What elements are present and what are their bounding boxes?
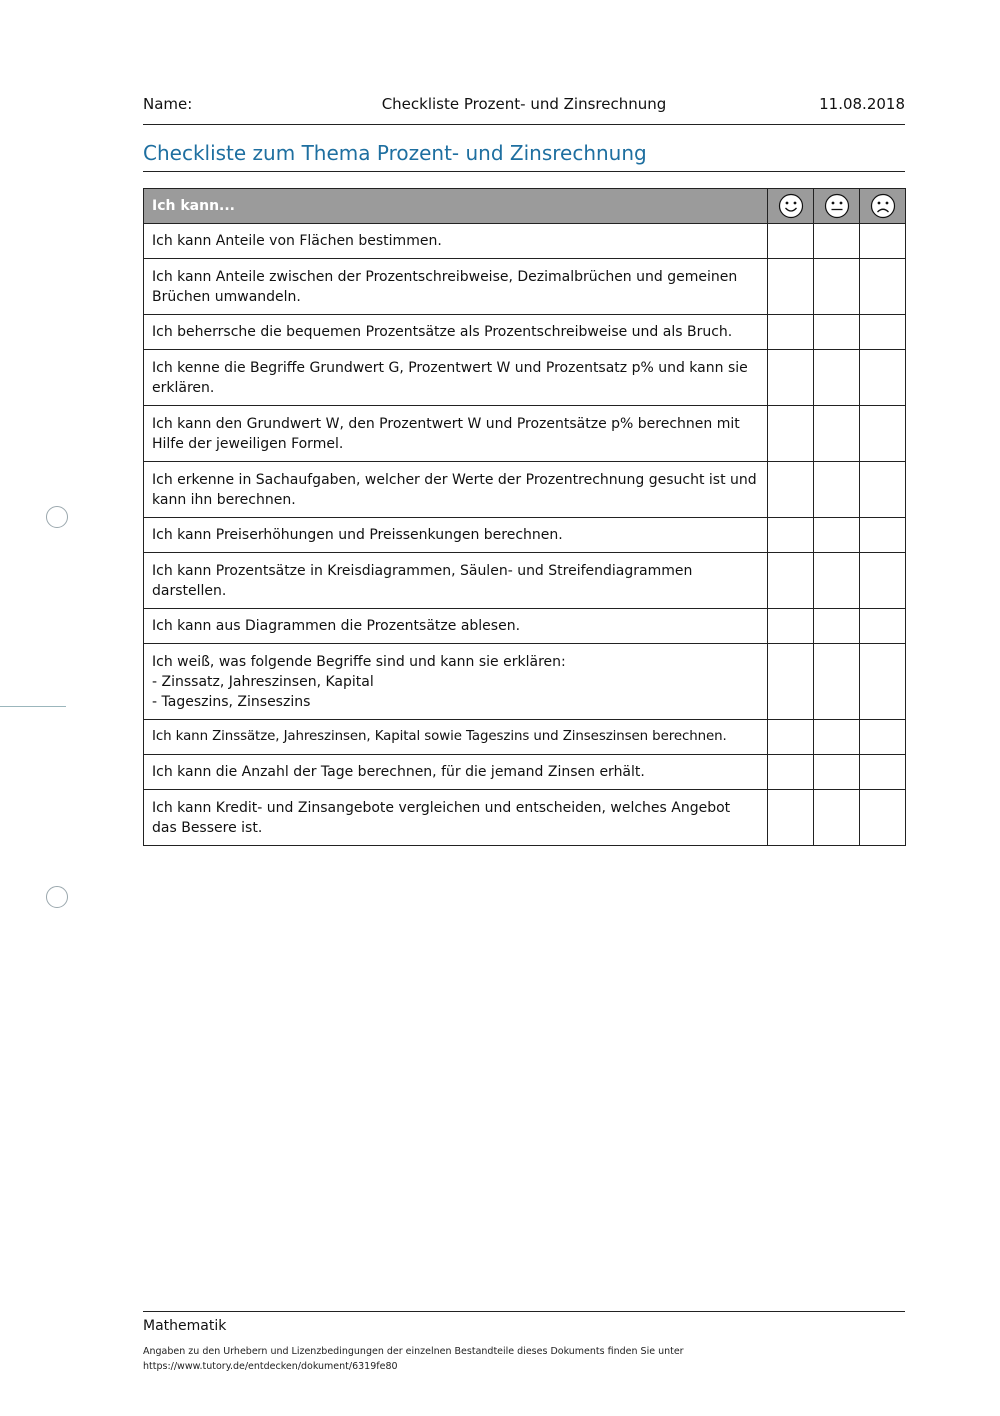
rating-cell-sad[interactable] [860, 553, 906, 609]
neutral-face-icon [814, 189, 860, 224]
punch-hole-top [46, 506, 68, 528]
header-doc-title: Checkliste Prozent- und Zinsrechnung [381, 95, 667, 113]
rating-cell-neutral[interactable] [814, 518, 860, 553]
checklist-statement: Ich kann Kredit- und Zinsangebote vergleichen und entscheiden, welches Angebot das Bessere ist. [144, 790, 768, 846]
rating-cell-neutral[interactable] [814, 350, 860, 406]
rating-cell-neutral[interactable] [814, 462, 860, 518]
title-rule [143, 171, 905, 172]
rating-cell-happy[interactable] [768, 609, 814, 644]
footer-rule [143, 1311, 905, 1312]
checklist-statement: Ich kann Preiserhöhungen und Preissenkungen berechnen. [144, 518, 768, 553]
rating-cell-sad[interactable] [860, 259, 906, 315]
rating-cell-sad[interactable] [860, 720, 906, 755]
rating-cell-sad[interactable] [860, 350, 906, 406]
rating-cell-neutral[interactable] [814, 406, 860, 462]
rating-cell-neutral[interactable] [814, 553, 860, 609]
checklist-row [144, 755, 906, 790]
checklist-row [144, 462, 906, 518]
checklist-statement: Ich kann die Anzahl der Tage berechnen, für die jemand Zinsen erhält. [144, 755, 768, 790]
fold-mark [0, 706, 66, 707]
checklist-statement: Ich kann Prozentsätze in Kreisdiagrammen, Säulen- und Streifendiagrammen darstellen. [144, 553, 768, 609]
rating-cell-happy[interactable] [768, 224, 814, 259]
checklist-row [144, 259, 906, 315]
rating-cell-happy[interactable] [768, 790, 814, 846]
header-date: 11.08.2018 [819, 95, 905, 113]
happy-face-icon [768, 189, 814, 224]
checklist-statement: Ich weiß, was folgende Begriffe sind und kann sie erklären: - Zinssatz, Jahreszinsen, Kapital - Tageszins, Zinseszins [144, 644, 768, 720]
rating-cell-sad[interactable] [860, 462, 906, 518]
rating-cell-neutral[interactable] [814, 259, 860, 315]
license-link[interactable]: https://www.tutory.de/entdecken/dokument/6319fe80 [143, 1361, 398, 1372]
rating-cell-happy[interactable] [768, 644, 814, 720]
checklist-statement: Ich kenne die Begriffe Grundwert G, Prozentwert W und Prozentsatz p% und kann sie erklären. [144, 350, 768, 406]
rating-cell-happy[interactable] [768, 755, 814, 790]
rating-cell-happy[interactable] [768, 259, 814, 315]
checklist-table [143, 188, 906, 846]
checklist-statement: Ich kann Anteile zwischen der Prozentschreibweise, Dezimalbrüchen und gemeinen Brüchen umwandeln. [144, 259, 768, 315]
checklist-row [144, 609, 906, 644]
rating-cell-happy[interactable] [768, 462, 814, 518]
checklist-row [144, 518, 906, 553]
checklist-row [144, 315, 906, 350]
page-header [143, 95, 905, 117]
rating-cell-happy[interactable] [768, 315, 814, 350]
header-rule [143, 124, 905, 125]
checklist-row [144, 350, 906, 406]
license-note [143, 1344, 843, 1374]
rating-cell-happy[interactable] [768, 518, 814, 553]
checklist-row [144, 553, 906, 609]
rating-cell-sad[interactable] [860, 790, 906, 846]
rating-cell-sad[interactable] [860, 609, 906, 644]
checklist-row [144, 644, 906, 720]
rating-cell-neutral[interactable] [814, 790, 860, 846]
license-text: Angaben zu den Urhebern und Lizenzbedingungen der einzelnen Bestandteile dieses Dokuments finden Sie unter [143, 1346, 684, 1357]
checklist-header-row [144, 189, 906, 224]
rating-cell-neutral[interactable] [814, 720, 860, 755]
rating-cell-neutral[interactable] [814, 644, 860, 720]
rating-cell-sad[interactable] [860, 644, 906, 720]
rating-cell-neutral[interactable] [814, 755, 860, 790]
rating-cell-sad[interactable] [860, 315, 906, 350]
rating-cell-neutral[interactable] [814, 315, 860, 350]
rating-cell-neutral[interactable] [814, 609, 860, 644]
checklist-statement: Ich kann Zinssätze, Jahreszinsen, Kapital sowie Tageszins und Zinseszinsen berechnen. [144, 720, 768, 755]
checklist-row [144, 224, 906, 259]
punch-hole-bottom [46, 886, 68, 908]
checklist-row [144, 720, 906, 755]
checklist-row [144, 406, 906, 462]
checklist-statement: Ich erkenne in Sachaufgaben, welcher der Werte der Prozentrechnung gesucht ist und kann ihn berechnen. [144, 462, 768, 518]
page-title: Checkliste zum Thema Prozent- und Zinsrechnung [143, 141, 647, 165]
rating-cell-neutral[interactable] [814, 224, 860, 259]
checklist-statement: Ich kann den Grundwert W, den Prozentwert W und Prozentsätze p% berechnen mit Hilfe der jeweiligen Formel. [144, 406, 768, 462]
rating-cell-sad[interactable] [860, 224, 906, 259]
rating-cell-happy[interactable] [768, 350, 814, 406]
rating-cell-happy[interactable] [768, 553, 814, 609]
checklist-row [144, 790, 906, 846]
checklist-heading: Ich kann... [144, 189, 768, 224]
checklist-statement: Ich kann Anteile von Flächen bestimmen. [144, 224, 768, 259]
checklist-statement: Ich beherrsche die bequemen Prozentsätze als Prozentschreibweise und als Bruch. [144, 315, 768, 350]
rating-cell-sad[interactable] [860, 518, 906, 553]
rating-cell-happy[interactable] [768, 406, 814, 462]
sad-face-icon [860, 189, 906, 224]
subject-label: Mathematik [143, 1318, 227, 1334]
header-name-label: Name: [143, 95, 193, 113]
rating-cell-sad[interactable] [860, 755, 906, 790]
rating-cell-sad[interactable] [860, 406, 906, 462]
checklist-statement: Ich kann aus Diagrammen die Prozentsätze ablesen. [144, 609, 768, 644]
rating-cell-happy[interactable] [768, 720, 814, 755]
